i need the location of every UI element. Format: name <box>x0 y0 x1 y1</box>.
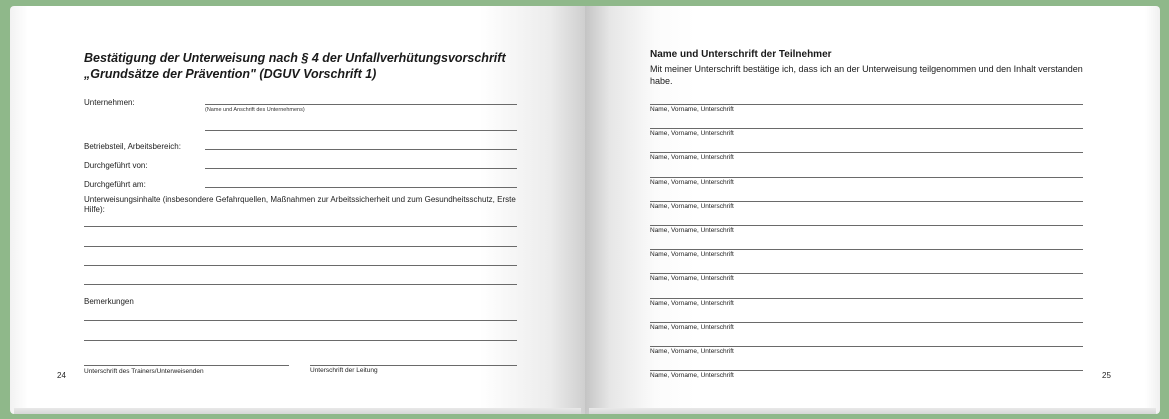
title-line-2: „Grundsätze der Prävention" (DGUV Vorschrift 1) <box>84 67 377 81</box>
leitung-signature-label: Unterschrift der Leitung <box>310 367 378 374</box>
participant-row-label: Name, Vorname, Unterschrift <box>650 372 734 380</box>
participant-signature-line[interactable] <box>650 177 1083 178</box>
participant-row-label: Name, Vorname, Unterschrift <box>650 227 734 234</box>
participant-row-label: Name, Vorname, Unterschrift <box>650 275 734 283</box>
betriebsteil-label: Betriebsteil, Arbeitsbereich: <box>84 142 181 151</box>
trainer-signature-line[interactable] <box>84 365 289 366</box>
page-edge <box>589 408 1156 414</box>
open-booklet <box>10 6 1160 414</box>
inhalte-label: Unterweisungsinhalte (insbesondere Gefahrquellen, Maßnahmen zur Arbeitssicherheit und zum Gesundheitsschutz, Erste Hilfe): <box>84 195 516 214</box>
durchgefuehrt-von-line[interactable] <box>205 168 517 169</box>
participant-signature-line[interactable] <box>650 225 1083 226</box>
participant-row-label: Name, Vorname, Unterschrift <box>650 178 734 186</box>
participant-signature-line[interactable] <box>650 370 1083 371</box>
inhalte-line-4[interactable] <box>84 284 517 285</box>
unternehmen-line[interactable] <box>205 104 517 105</box>
durchgefuehrt-am-label: Durchgeführt am: <box>84 180 146 189</box>
participant-row-label: Name, Vorname, Unterschrift <box>650 154 734 162</box>
leitung-signature-line[interactable] <box>310 365 517 366</box>
unternehmen-label: Unternehmen: <box>84 98 135 107</box>
unternehmen-line-2[interactable] <box>205 130 517 131</box>
participant-row-label: Name, Vorname, Unterschrift <box>650 130 734 138</box>
participant-signature-line[interactable] <box>650 128 1083 129</box>
participant-signature-line[interactable] <box>650 104 1083 105</box>
right-page <box>585 6 1160 414</box>
participant-row-label: Name, Vorname, Unterschrift <box>650 323 734 331</box>
participant-signature-line[interactable] <box>650 152 1083 153</box>
participant-signature-line[interactable] <box>650 346 1083 347</box>
durchgefuehrt-am-line[interactable] <box>205 187 517 188</box>
participant-row-label: Name, Vorname, Unterschrift <box>650 106 734 113</box>
participants-statement: Mit meiner Unterschrift bestätige ich, dass ich an der Unterweisung teilgenommen und den Inhalt verstanden habe. <box>650 64 1083 86</box>
bemerkungen-label: Bemerkungen <box>84 297 134 306</box>
trainer-signature-label: Unterschrift des Trainers/Unterweisenden <box>84 368 204 375</box>
participant-row-label: Name, Vorname, Unterschrift <box>650 299 734 307</box>
betriebsteil-line[interactable] <box>205 149 517 150</box>
participants-heading: Name und Unterschrift der Teilnehmer <box>650 49 832 60</box>
inhalte-line-2[interactable] <box>84 246 517 247</box>
unternehmen-hint: (Name und Anschrift des Unternehmens) <box>205 107 305 113</box>
participant-signature-line[interactable] <box>650 249 1083 250</box>
inhalte-line-3[interactable] <box>84 265 517 266</box>
title-line-1: Bestätigung der Unterweisung nach § 4 der Unfallverhütungsvorschrift <box>84 51 506 65</box>
participant-row-label: Name, Vorname, Unterschrift <box>650 251 734 259</box>
participant-row-label: Name, Vorname, Unterschrift <box>650 202 734 210</box>
page-number-left: 24 <box>57 371 66 380</box>
bemerkungen-line-2[interactable] <box>84 340 517 341</box>
page-number-right: 25 <box>1102 371 1111 380</box>
bemerkungen-line-1[interactable] <box>84 320 517 321</box>
form-title <box>84 50 544 82</box>
durchgefuehrt-von-label: Durchgeführt von: <box>84 161 148 170</box>
page-edge <box>14 408 581 414</box>
participant-signature-line[interactable] <box>650 201 1083 202</box>
participant-signature-line[interactable] <box>650 273 1083 274</box>
participant-row-label: Name, Vorname, Unterschrift <box>650 348 734 355</box>
inhalte-line-1[interactable] <box>84 226 517 227</box>
left-page <box>10 6 585 414</box>
participant-signature-line[interactable] <box>650 298 1083 299</box>
participant-signature-line[interactable] <box>650 322 1083 323</box>
